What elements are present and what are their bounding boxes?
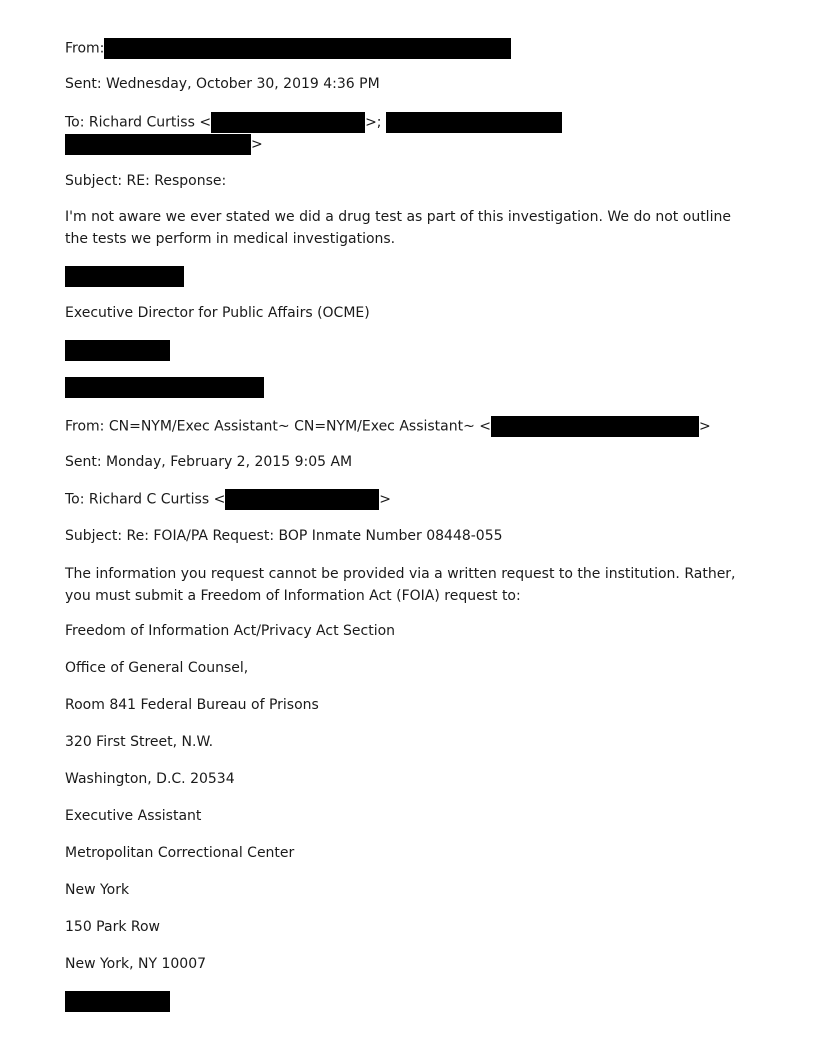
email2-body: The information you request cannot be provided via a written request to the institution. Rather, you must submit a Freedom of Information Act (FOIA) request to: [65, 566, 736, 604]
address-line: New York, NY 10007 [65, 956, 207, 972]
address-line: 320 First Street, N.W. [65, 734, 214, 750]
redaction-block [104, 38, 511, 59]
email1-body: I'm not aware we ever stated we did a drug test as part of this investigation. We do not outline the tests we perform in medical investigations. [65, 209, 731, 247]
email2-sent-line: Sent: Monday, February 2, 2015 9:05 AM [65, 454, 353, 470]
address-line: Metropolitan Correctional Center [65, 845, 295, 861]
email2-from-end: > [699, 418, 711, 435]
redaction-block [65, 991, 170, 1012]
email2-from-line [65, 416, 711, 437]
email2-from-prefix: From: CN=NYM/Exec Assistant~ CN=NYM/Exec Assistant~ < [65, 418, 492, 435]
redaction-block [65, 266, 184, 287]
email1-to-prefix: To: Richard Curtiss < [65, 114, 212, 131]
redaction-block [225, 489, 379, 510]
email2-to-end: > [379, 491, 392, 508]
redaction-block [386, 112, 562, 133]
redaction-block [65, 134, 251, 155]
address-line: 150 Park Row [65, 919, 160, 935]
email2-to-prefix: To: Richard C Curtiss < [65, 491, 226, 508]
email1-from-label: From: [65, 40, 105, 57]
email2-subject-line: Subject: Re: FOIA/PA Request: BOP Inmate Number 08448-055 [65, 528, 503, 544]
email1-to-end: > [251, 136, 263, 153]
email1-to-line-continued [65, 134, 263, 155]
email1-sent-line: Sent: Wednesday, October 30, 2019 4:36 PM [65, 76, 380, 92]
address-line: Washington, D.C. 20534 [65, 771, 235, 787]
address-line: Office of General Counsel, [65, 660, 249, 676]
address-line: Room 841 Federal Bureau of Prisons [65, 697, 319, 713]
email1-to-line [65, 112, 562, 133]
email2-to-line [65, 489, 391, 510]
redaction-block [491, 416, 699, 437]
email1-signature-title: Executive Director for Public Affairs (OCME) [65, 305, 370, 321]
redaction-block [65, 377, 264, 398]
address-line: Freedom of Information Act/Privacy Act Section [65, 623, 396, 639]
redaction-block [65, 340, 170, 361]
email1-subject-line: Subject: RE: Response: [65, 173, 227, 189]
email1-to-separator: >; [365, 114, 382, 131]
address-line: New York [65, 882, 130, 898]
email1-from-line [65, 38, 511, 59]
address-line: Executive Assistant [65, 808, 202, 824]
redaction-block [211, 112, 365, 133]
